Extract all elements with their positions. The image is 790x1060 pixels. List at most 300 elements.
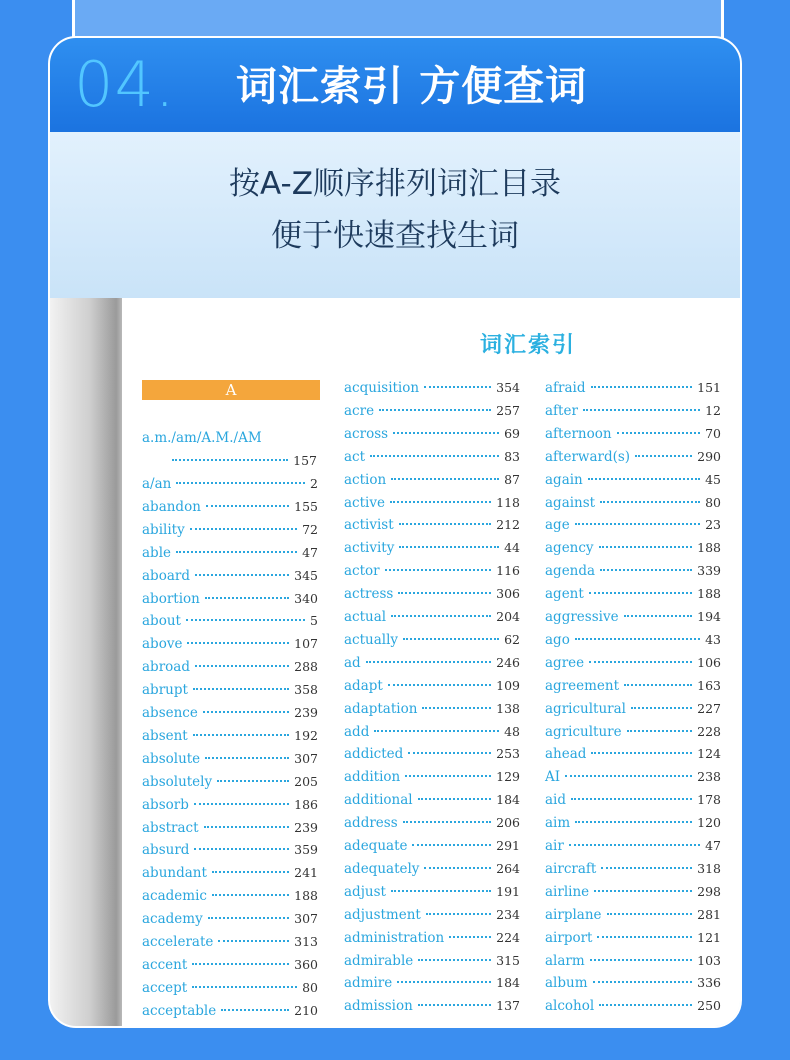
- leader-dots: [366, 661, 491, 663]
- leader-dots: [388, 684, 491, 686]
- index-entry: [545, 653, 721, 673]
- leader-dots: [600, 569, 692, 571]
- index-entry: [142, 611, 318, 631]
- index-entry-word: aboard: [142, 567, 190, 584]
- index-entry: [545, 470, 721, 490]
- index-entry-word: adjust: [344, 883, 386, 900]
- index-entry: [545, 676, 721, 696]
- leader-dots: [176, 482, 305, 484]
- index-entry-word: administration: [344, 929, 445, 946]
- index-entry: [344, 561, 520, 581]
- index-entry-word: adequately: [344, 860, 420, 877]
- index-entry-page: 188: [697, 540, 721, 556]
- index-entry: [344, 584, 520, 604]
- index-entry: [142, 818, 318, 838]
- index-entry: [142, 497, 318, 517]
- leader-dots: [195, 574, 289, 576]
- index-entry-word: after: [545, 402, 578, 419]
- index-entry: [344, 653, 520, 673]
- index-entry-page: 298: [697, 883, 721, 899]
- index-entry-page: 70: [705, 425, 721, 441]
- index-entry-word: acre: [344, 402, 375, 419]
- index-entry: [142, 863, 318, 883]
- index-entry-page: 80: [302, 979, 318, 995]
- index-entry: [545, 790, 721, 810]
- index-entry-word: absence: [142, 705, 198, 721]
- index-entry-word: admire: [344, 975, 393, 992]
- index-entry-word: airline: [545, 883, 590, 900]
- leader-dots: [593, 981, 693, 983]
- index-entry-page: 47: [705, 838, 721, 853]
- index-entry-page: 62: [504, 631, 520, 647]
- index-entry-page: 163: [697, 677, 721, 693]
- index-entry-word: adjustment: [344, 906, 421, 923]
- leader-dots: [418, 1004, 491, 1006]
- leader-dots: [391, 890, 491, 892]
- index-entry: [344, 928, 520, 948]
- index-entry-page: 257: [496, 402, 520, 418]
- index-entry-page: 191: [496, 883, 520, 899]
- index-entry-page: 359: [294, 842, 318, 858]
- section-number: 04.: [74, 48, 176, 121]
- index-entry-page: 43: [705, 631, 721, 647]
- index-entry-word: absolutely: [142, 773, 213, 790]
- leader-dots: [635, 455, 692, 457]
- leader-dots: [195, 665, 289, 667]
- index-entry: [545, 447, 721, 467]
- index-entry-word: addition: [344, 769, 401, 786]
- index-entry-page: 307: [294, 911, 318, 927]
- index-entry-page: 109: [496, 677, 520, 693]
- index-entry: [344, 447, 520, 467]
- index-entry-word: abundant: [142, 865, 207, 882]
- index-entry-page: 103: [697, 952, 721, 968]
- index-entry-word: acquisition: [344, 380, 420, 396]
- index-entry-word: accelerate: [142, 934, 214, 950]
- leader-dots: [594, 890, 692, 892]
- index-entry-page: 138: [496, 700, 520, 716]
- leader-dots: [203, 711, 289, 713]
- leader-dots: [186, 619, 305, 621]
- index-entry-page: 5: [310, 613, 318, 629]
- index-entry-word: actor: [344, 563, 380, 580]
- index-entry-page: 178: [697, 792, 721, 808]
- index-entry-word: across: [344, 425, 389, 442]
- index-entry: [142, 749, 318, 769]
- index-entry-word: afraid: [545, 380, 586, 396]
- index-entry-word: activist: [344, 517, 394, 534]
- index-entry-page: 307: [294, 750, 318, 766]
- index-entry: [545, 607, 721, 627]
- index-entry-page: 155: [294, 498, 318, 514]
- index-entry: [142, 932, 318, 952]
- leader-dots: [599, 546, 693, 548]
- index-entry-word: adequate: [344, 838, 408, 854]
- leader-dots: [398, 592, 491, 594]
- leader-dots: [385, 569, 492, 571]
- leader-dots: [575, 638, 700, 640]
- index-entry-word: aggressive: [545, 609, 619, 625]
- leader-dots: [205, 597, 289, 599]
- index-entry: [142, 589, 318, 609]
- leader-dots: [591, 752, 692, 754]
- index-entry-word: afternoon: [545, 425, 612, 442]
- index-entry-page: 44: [504, 540, 520, 556]
- index-entry: [344, 767, 520, 787]
- index-entry-page: 192: [294, 727, 318, 743]
- index-entry-page: 69: [504, 425, 520, 441]
- leader-dots: [172, 459, 288, 461]
- index-entry-word: ad: [344, 654, 361, 671]
- leader-dots: [575, 523, 700, 525]
- subtitle-line-1: 按A-Z顺序排列词汇目录: [229, 166, 561, 202]
- index-entry-page: 224: [496, 929, 520, 945]
- index-entry-word: against: [545, 494, 596, 511]
- leader-dots: [591, 386, 693, 388]
- leader-dots: [569, 844, 700, 846]
- index-page-title: 词汇索引: [480, 332, 577, 358]
- index-entry: [545, 905, 721, 925]
- index-entry-word: album: [545, 975, 588, 992]
- index-entry: [142, 703, 318, 723]
- index-entry: [545, 515, 721, 535]
- index-entry-word: action: [344, 471, 387, 488]
- index-entry-page: 184: [496, 975, 520, 991]
- leader-dots: [192, 986, 297, 988]
- index-entry: [142, 909, 318, 929]
- index-entry-page: 234: [496, 906, 520, 922]
- leader-dots: [589, 661, 692, 663]
- index-entry-word: agriculture: [545, 723, 622, 740]
- index-entry-word: able: [142, 544, 171, 561]
- index-entry: [344, 538, 520, 558]
- index-entry-page: 210: [294, 1002, 318, 1018]
- index-entry: [344, 470, 520, 490]
- index-entry-page: 212: [496, 517, 520, 533]
- index-entry-page: 151: [697, 380, 721, 395]
- index-entry-word: agricultural: [545, 700, 626, 717]
- index-entry-page: 87: [504, 471, 520, 487]
- index-entry-page: 336: [697, 975, 721, 991]
- index-entry: [142, 1001, 318, 1021]
- index-entry-page: 124: [697, 746, 721, 762]
- index-entry: [545, 538, 721, 558]
- index-entry-page: 246: [496, 654, 520, 670]
- index-entry-word: address: [344, 815, 398, 832]
- leader-dots: [399, 546, 499, 548]
- subtitle-line-2: 便于快速查找生词: [271, 218, 519, 254]
- index-entry-word: actual: [344, 609, 387, 625]
- index-entry: [545, 882, 721, 902]
- index-entry: [344, 493, 520, 513]
- first-entry-page: 157: [293, 453, 317, 468]
- index-entry-word: AI: [545, 769, 561, 786]
- leader-dots: [600, 501, 700, 503]
- index-entry-word: academic: [142, 888, 207, 905]
- index-entry-page: 188: [697, 586, 721, 602]
- index-entry: [344, 905, 520, 925]
- index-entry-page: 306: [496, 586, 520, 602]
- index-entry: [142, 840, 318, 860]
- index-entry: [344, 401, 520, 421]
- index-entry-word: adapt: [344, 677, 383, 694]
- index-entry-page: 340: [294, 590, 318, 606]
- index-entry-word: agenda: [545, 563, 596, 580]
- index-entry: [344, 790, 520, 810]
- index-entry-word: about: [142, 613, 181, 630]
- index-entry: [142, 955, 318, 975]
- section-title: 词汇索引 方便查词: [236, 62, 588, 110]
- index-entry: [142, 680, 318, 700]
- index-entry: [344, 378, 520, 398]
- index-entry: [545, 699, 721, 719]
- index-entry: [344, 722, 520, 742]
- leader-dots: [408, 752, 491, 754]
- leader-dots: [575, 821, 692, 823]
- index-entry-word: actress: [344, 586, 394, 603]
- index-entry-word: above: [142, 636, 183, 653]
- index-entry-word: alarm: [545, 952, 585, 969]
- index-entry-word: ago: [545, 631, 570, 648]
- letter-section-header: A: [142, 380, 320, 400]
- index-entry-word: admission: [344, 998, 413, 1015]
- index-entry: [545, 813, 721, 833]
- index-entry-word: accent: [142, 956, 188, 973]
- index-entry: [344, 882, 520, 902]
- book-spine-shadow: [50, 298, 122, 1028]
- leader-dots: [565, 775, 692, 777]
- index-entry-page: 239: [294, 705, 318, 720]
- index-entry-word: addicted: [344, 746, 404, 763]
- index-entry-page: 318: [697, 860, 721, 876]
- index-entry-page: 205: [294, 773, 318, 789]
- leader-dots: [193, 688, 289, 690]
- leader-dots: [607, 913, 693, 915]
- index-entry-page: 121: [697, 929, 721, 945]
- leader-dots: [217, 780, 289, 782]
- book-page: [50, 298, 740, 1028]
- index-entry: [142, 978, 318, 998]
- card-header: [50, 38, 740, 132]
- index-entry-word: absorb: [142, 796, 189, 813]
- index-entry-page: 48: [504, 723, 520, 739]
- index-entry: [545, 424, 721, 444]
- index-entry-word: age: [545, 517, 570, 534]
- leader-dots: [391, 478, 499, 480]
- index-entry: [344, 973, 520, 993]
- leader-dots: [212, 894, 289, 896]
- index-entry-word: alcohol: [545, 998, 595, 1015]
- index-entry-page: 188: [294, 888, 318, 904]
- index-entry: [545, 722, 721, 742]
- index-entry-word: absolute: [142, 750, 201, 767]
- leader-dots: [403, 821, 492, 823]
- leader-dots: [212, 871, 289, 873]
- index-entry-page: 12: [705, 402, 721, 418]
- index-entry-word: accept: [142, 979, 188, 996]
- index-entry-page: 23: [705, 517, 721, 533]
- leader-dots: [449, 936, 491, 938]
- first-entry-word: a.m./am/A.M./AM: [142, 430, 262, 446]
- index-entry: [545, 493, 721, 513]
- index-entry-page: 250: [697, 998, 721, 1014]
- leader-dots: [599, 1004, 692, 1006]
- index-entry-word: absurd: [142, 842, 190, 859]
- index-entry-word: abrupt: [142, 682, 188, 699]
- index-entry: [344, 424, 520, 444]
- index-entry-word: abstract: [142, 819, 199, 836]
- index-entry-word: agreement: [545, 677, 620, 694]
- leader-dots: [418, 959, 491, 961]
- index-entry-page: 239: [294, 819, 318, 835]
- index-entry: [344, 676, 520, 696]
- leader-dots: [588, 478, 700, 480]
- index-entry-page: 116: [496, 563, 520, 579]
- index-entry: [545, 401, 721, 421]
- leader-dots: [403, 638, 499, 640]
- leader-dots: [218, 940, 289, 942]
- index-entry: [142, 634, 318, 654]
- leader-dots: [391, 615, 491, 617]
- leader-dots: [393, 432, 499, 434]
- index-entry-page: 204: [496, 609, 520, 624]
- index-entry-page: 2: [310, 476, 318, 491]
- leader-dots: [422, 707, 491, 709]
- index-entry-word: active: [344, 494, 385, 511]
- leader-dots: [601, 867, 692, 869]
- index-entry: [344, 630, 520, 650]
- leader-dots: [571, 798, 692, 800]
- index-entry-word: air: [545, 838, 564, 854]
- leader-dots: [627, 730, 693, 732]
- index-entry: [142, 543, 318, 563]
- index-entry: [142, 726, 318, 746]
- index-entry-word: again: [545, 471, 583, 488]
- index-entry-page: 360: [294, 956, 318, 972]
- leader-dots: [418, 798, 492, 800]
- leader-dots: [583, 409, 700, 411]
- leader-dots: [589, 592, 692, 594]
- leader-dots: [597, 936, 692, 938]
- index-entry-page: 227: [697, 700, 721, 716]
- index-entry: [344, 699, 520, 719]
- leader-dots: [370, 455, 499, 457]
- leader-dots: [190, 528, 297, 530]
- leader-dots: [192, 963, 289, 965]
- leader-dots: [405, 775, 491, 777]
- index-entry-page: 358: [294, 682, 318, 698]
- index-entry-page: 118: [496, 494, 520, 510]
- index-entry: [344, 996, 520, 1016]
- index-entry-page: 264: [496, 860, 520, 876]
- index-entry-word: ability: [142, 521, 185, 538]
- index-entry-page: 354: [496, 380, 520, 395]
- index-entry-page: 137: [496, 998, 520, 1014]
- index-entry-page: 288: [294, 659, 318, 675]
- index-entry-word: additional: [344, 792, 413, 809]
- index-entry: [142, 772, 318, 792]
- index-entry-word: afterward(s): [545, 448, 631, 465]
- leader-dots: [374, 730, 499, 732]
- index-entry-page: 238: [697, 769, 721, 785]
- index-entry: [344, 859, 520, 879]
- index-entry: [545, 996, 721, 1016]
- leader-dots: [412, 844, 491, 846]
- index-entry-page: 72: [302, 521, 318, 537]
- subtitle-band: [50, 132, 740, 300]
- index-entry: [142, 886, 318, 906]
- index-entry-word: abortion: [142, 590, 200, 607]
- index-entry-page: 186: [294, 796, 318, 812]
- index-entry-word: agency: [545, 540, 594, 557]
- index-entry-word: airplane: [545, 906, 602, 923]
- leader-dots: [204, 826, 290, 828]
- leader-dots: [221, 1009, 289, 1011]
- leader-dots: [194, 848, 289, 850]
- index-entry: [344, 515, 520, 535]
- index-entry: [344, 607, 520, 627]
- index-entry: [545, 928, 721, 948]
- leader-dots: [617, 432, 701, 434]
- index-entry-page: 315: [496, 952, 520, 968]
- index-entry-page: 313: [294, 934, 318, 949]
- index-entry-word: aid: [545, 792, 567, 809]
- leader-dots: [424, 867, 491, 869]
- index-entry: [545, 744, 721, 764]
- first-entry-page-row: [167, 451, 317, 471]
- index-entry: [545, 836, 721, 856]
- index-entry-page: 83: [504, 448, 520, 464]
- index-entry-word: add: [344, 723, 370, 740]
- index-entry: [142, 520, 318, 540]
- leader-dots: [399, 523, 491, 525]
- leader-dots: [590, 959, 692, 961]
- index-entry: [142, 795, 318, 815]
- index-entry-word: act: [344, 448, 366, 465]
- index-entry-word: agree: [545, 654, 585, 671]
- index-entry-word: aircraft: [545, 860, 597, 877]
- index-entry: [344, 813, 520, 833]
- leader-dots: [390, 501, 491, 503]
- index-entry-page: 184: [496, 792, 520, 808]
- index-entry: [545, 951, 721, 971]
- leader-dots: [206, 505, 289, 507]
- leader-dots: [397, 981, 491, 983]
- leader-dots: [176, 551, 297, 553]
- leader-dots: [194, 803, 289, 805]
- index-entry-page: 106: [697, 654, 721, 670]
- index-entry: [545, 973, 721, 993]
- leader-dots: [208, 917, 289, 919]
- index-entry-word: ahead: [545, 746, 587, 763]
- index-entry-page: 45: [705, 471, 721, 487]
- index-entry-page: 129: [496, 769, 520, 785]
- index-entry: [545, 767, 721, 787]
- index-entry-word: academy: [142, 911, 203, 928]
- index-entry: [142, 566, 318, 586]
- index-entry-word: actually: [344, 631, 399, 648]
- index-entry-word: agent: [545, 586, 584, 603]
- index-entry-page: 228: [697, 723, 721, 739]
- index-entry-word: airport: [545, 929, 593, 946]
- index-entry: [344, 951, 520, 971]
- index-entry-word: admirable: [344, 952, 414, 969]
- leader-dots: [426, 913, 491, 915]
- leader-dots: [187, 642, 289, 644]
- index-entry: [545, 561, 721, 581]
- leader-dots: [379, 409, 491, 411]
- index-entry-word: adaptation: [344, 700, 418, 717]
